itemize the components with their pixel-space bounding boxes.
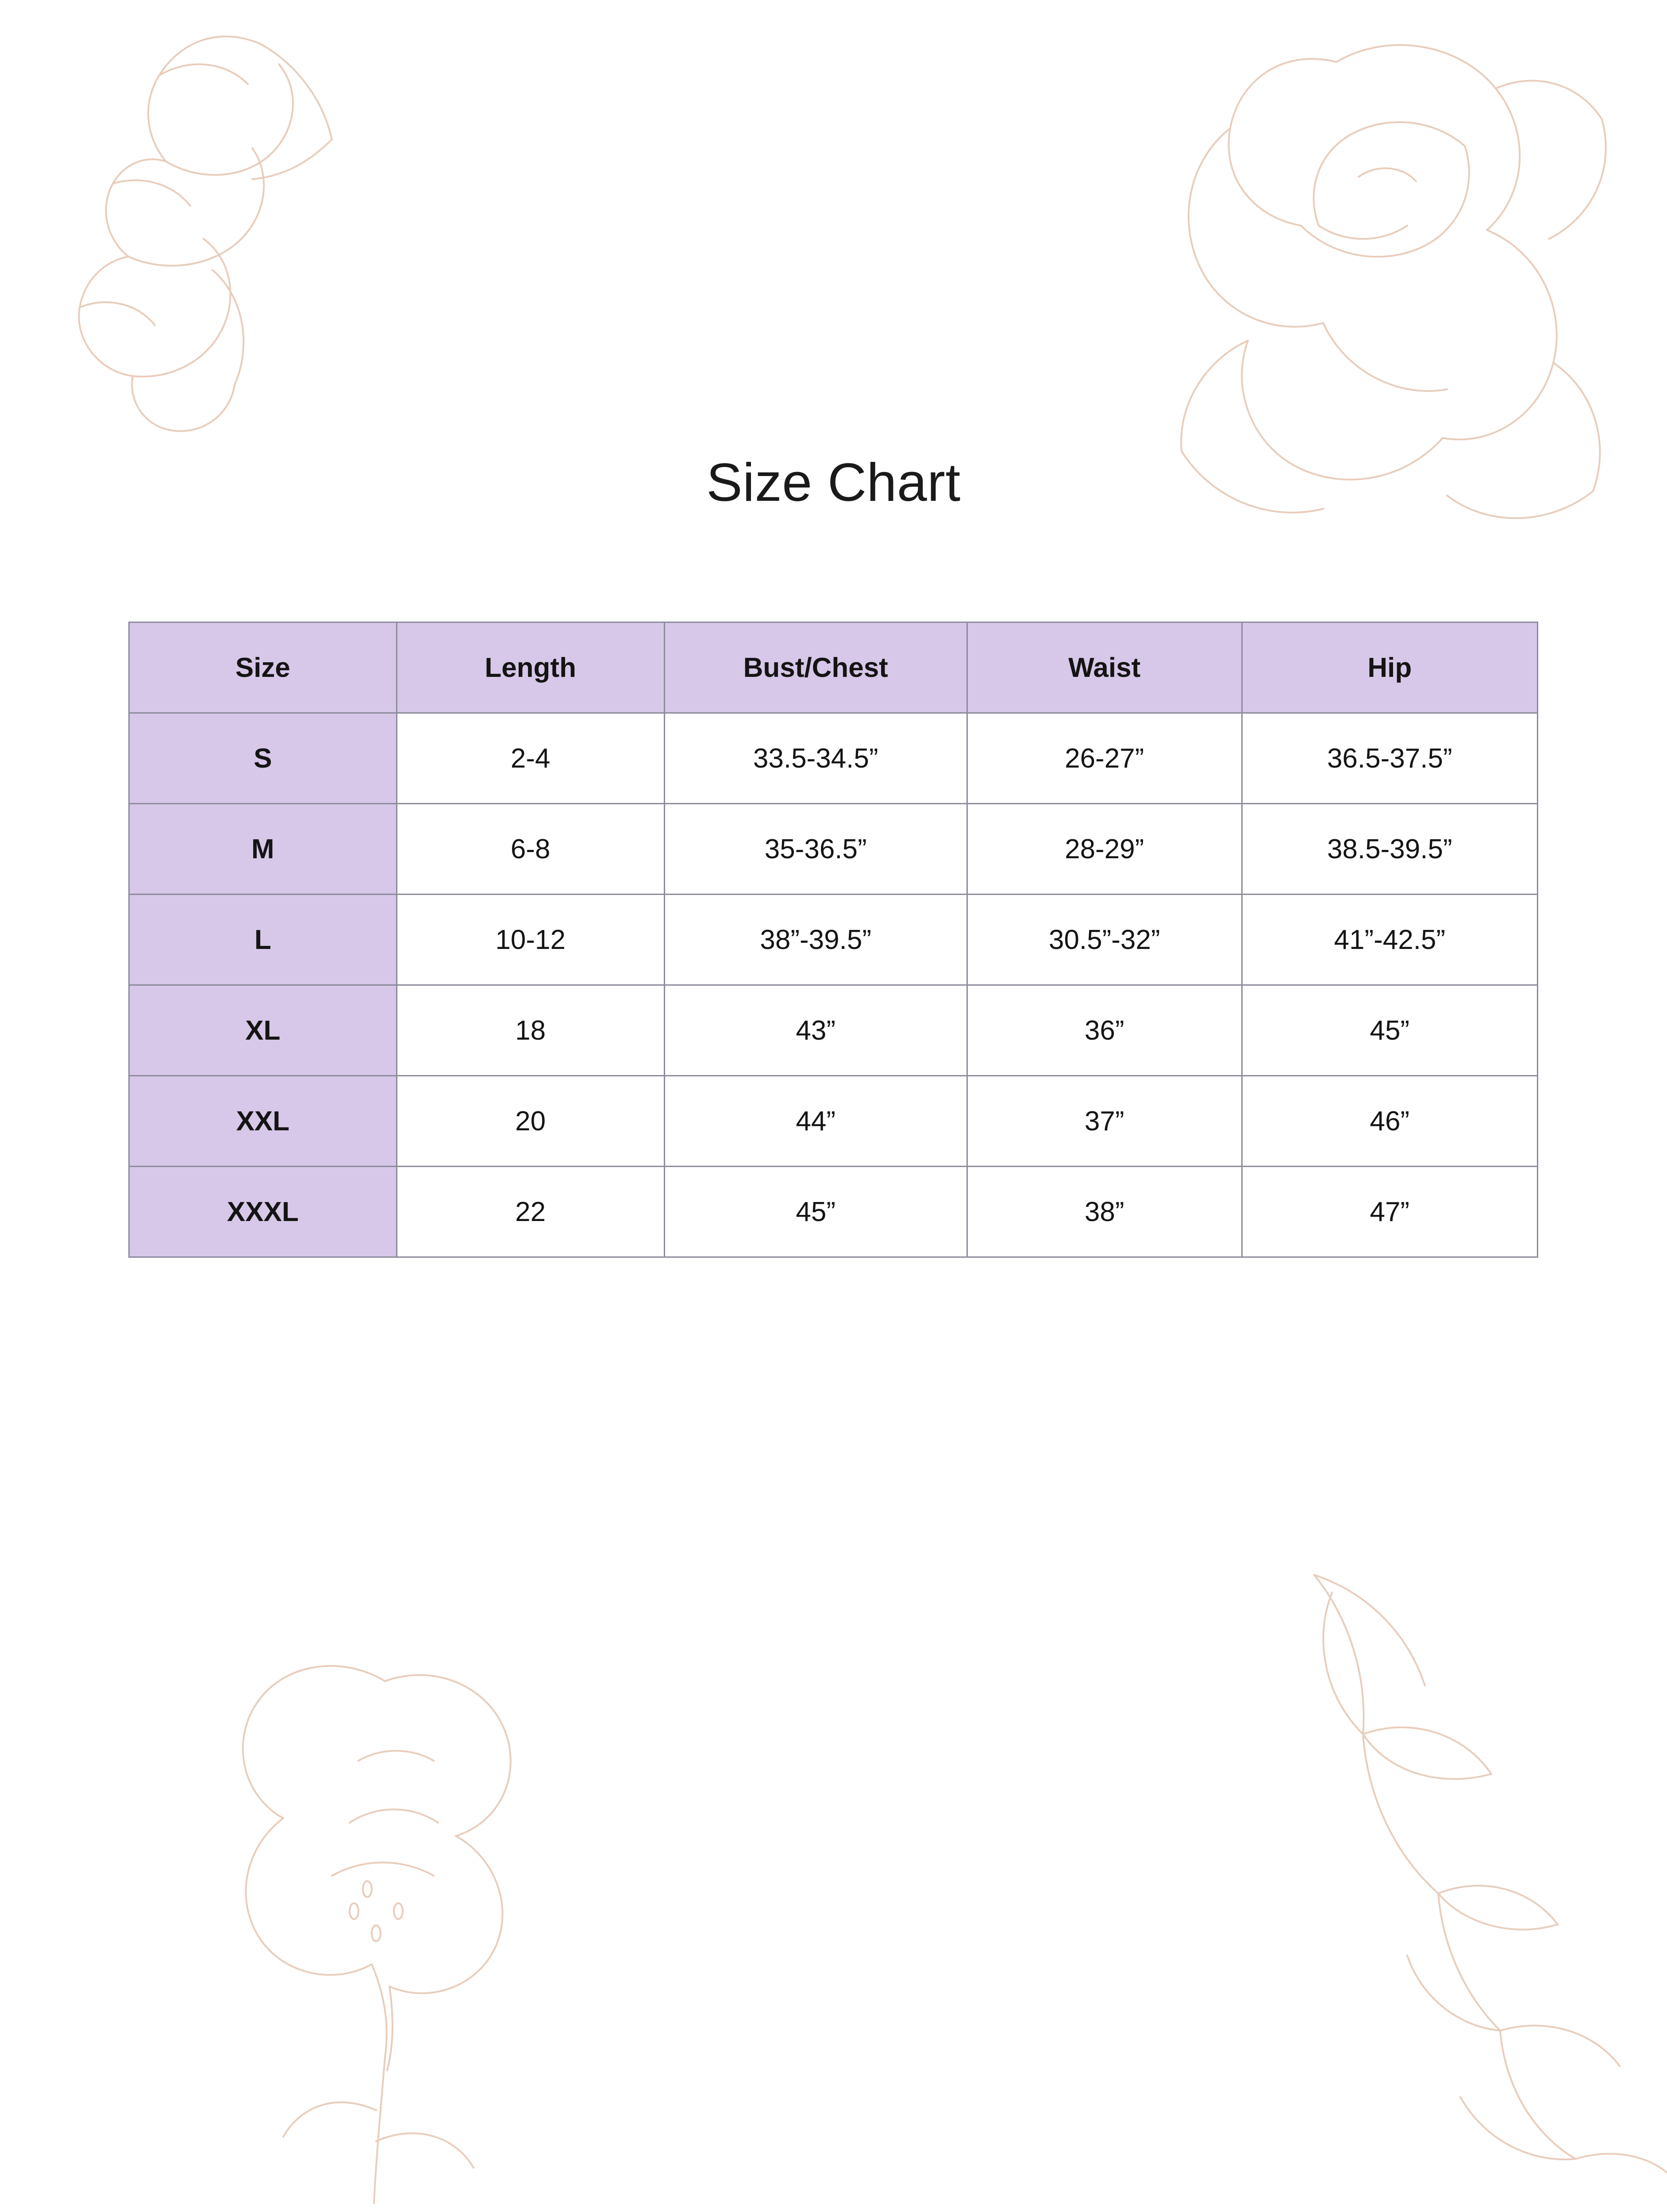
column-header-size: Size — [129, 622, 397, 713]
cell-hip: 46” — [1242, 1076, 1537, 1167]
cell-hip: 45” — [1242, 985, 1537, 1076]
cell-waist: 26-27” — [967, 713, 1242, 804]
cell-length: 20 — [397, 1076, 664, 1167]
cell-waist: 38” — [967, 1167, 1242, 1257]
table-row — [129, 985, 1538, 1076]
column-header-hip: Hip — [1242, 622, 1537, 713]
cell-hip: 47” — [1242, 1167, 1537, 1257]
cell-waist: 36” — [967, 985, 1242, 1076]
lily-line-art-icon — [146, 1628, 642, 2212]
table-row — [129, 1167, 1538, 1257]
column-header-waist: Waist — [967, 622, 1242, 713]
cell-bust: 33.5-34.5” — [664, 713, 967, 804]
page-title: Size Chart — [706, 452, 961, 512]
cell-size: XXXL — [129, 1167, 397, 1257]
cell-hip: 38.5-39.5” — [1242, 804, 1537, 895]
cell-bust: 35-36.5” — [664, 804, 967, 895]
magnolia-line-art-icon — [13, 0, 482, 460]
cell-size: S — [129, 713, 397, 804]
rose-line-art-icon — [1097, 0, 1667, 659]
cell-size: L — [129, 895, 397, 985]
size-chart-table-wrapper — [128, 622, 1538, 1258]
leaf-branch-line-art-icon — [1235, 1548, 1667, 2212]
cell-waist: 30.5”-32” — [967, 895, 1242, 985]
table-row — [129, 1076, 1538, 1167]
table-row — [129, 804, 1538, 895]
cell-length: 6-8 — [397, 804, 664, 895]
column-header-length: Length — [397, 622, 664, 713]
table-header-row — [129, 622, 1538, 713]
size-chart-table — [128, 622, 1538, 1258]
cell-bust: 38”-39.5” — [664, 895, 967, 985]
cell-bust: 44” — [664, 1076, 967, 1167]
cell-size: M — [129, 804, 397, 895]
cell-length: 10-12 — [397, 895, 664, 985]
cell-size: XXL — [129, 1076, 397, 1167]
cell-bust: 43” — [664, 985, 967, 1076]
table-row — [129, 895, 1538, 985]
cell-waist: 28-29” — [967, 804, 1242, 895]
cell-waist: 37” — [967, 1076, 1242, 1167]
cell-length: 2-4 — [397, 713, 664, 804]
cell-hip: 36.5-37.5” — [1242, 713, 1537, 804]
cell-length: 18 — [397, 985, 664, 1076]
cell-length: 22 — [397, 1167, 664, 1257]
column-header-bust: Bust/Chest — [664, 622, 967, 713]
cell-bust: 45” — [664, 1167, 967, 1257]
cell-hip: 41”-42.5” — [1242, 895, 1537, 985]
table-row — [129, 713, 1538, 804]
cell-size: XL — [129, 985, 397, 1076]
